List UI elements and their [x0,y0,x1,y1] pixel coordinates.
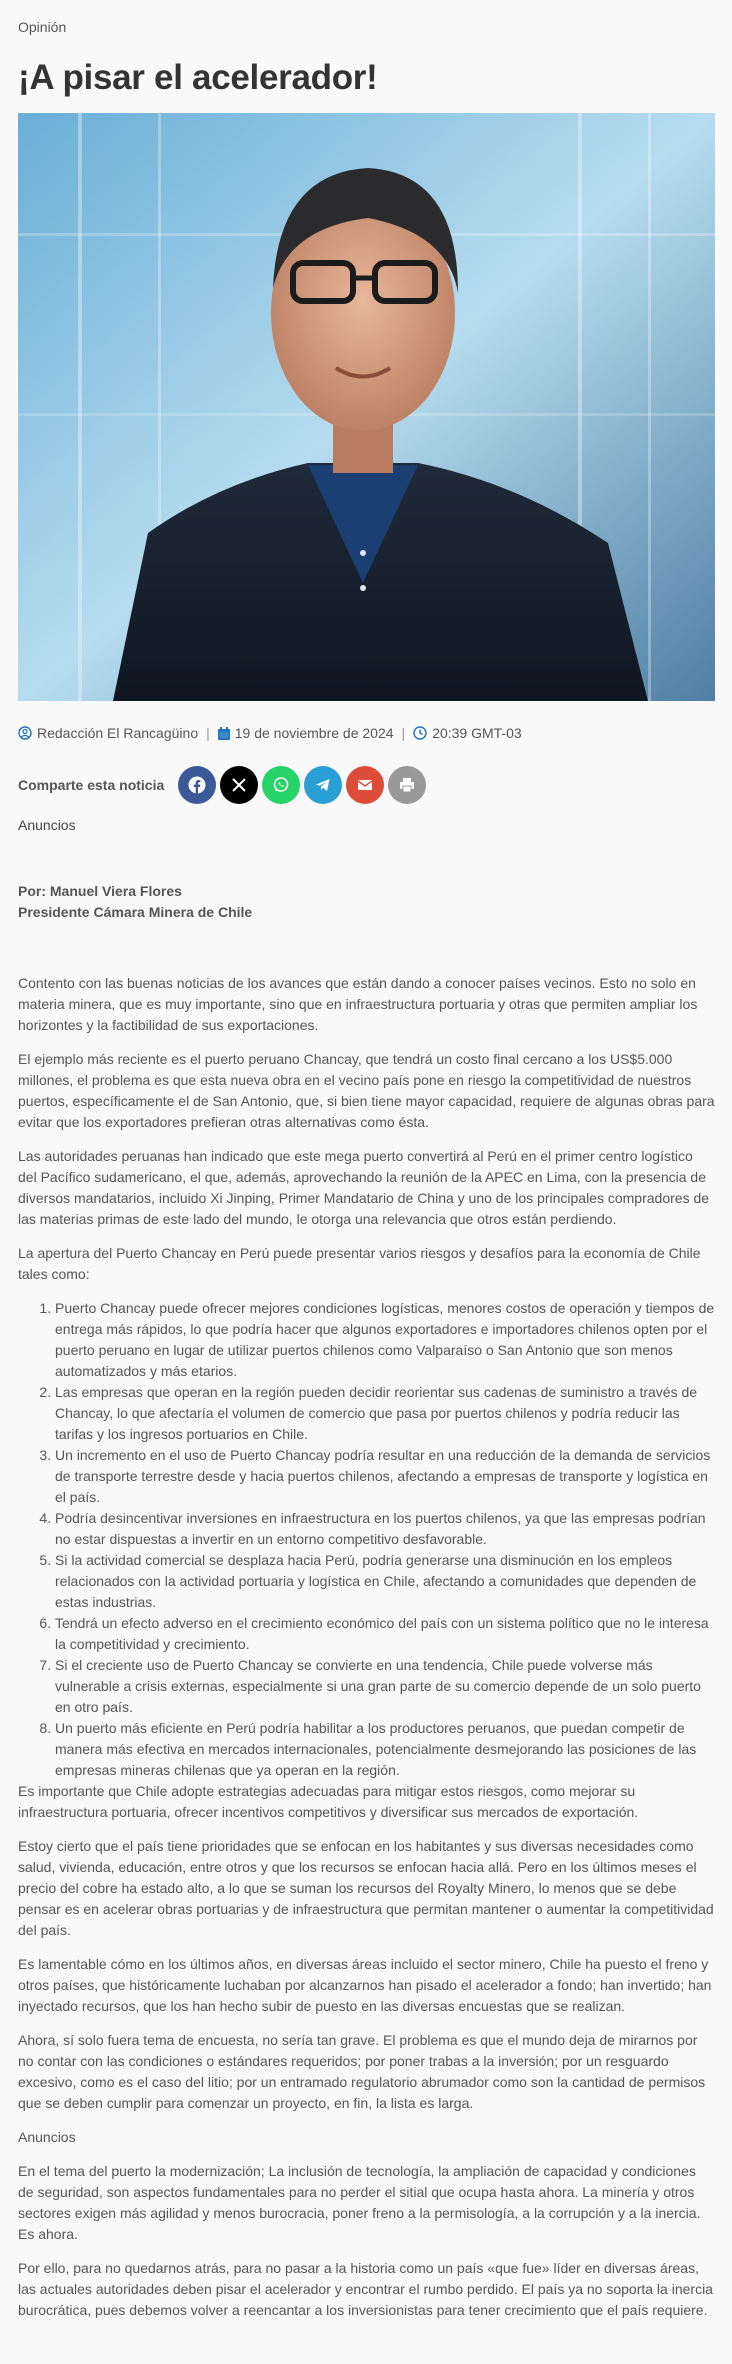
list-item: 1. Puerto Chancay puede ofrecer mejores condiciones logísticas, menores costos de operación y tiempos de entrega más rápidos, lo que podría hacer que algunos exportadores e importadores chilenos opten por el puerto peruano en lugar de utilizar puertos chilenos como Valparaíso o San Antonio que son menos automatizados y más etarios. [55,1298,715,1382]
clock-icon [413,726,427,740]
printer-icon [399,777,415,793]
paragraph: Es importante que Chile adopte estrategias adecuadas para mitigar estos riesgos, como mejorar su infraestructura portuaria, ofrecer incentivos competitivos y diversificar sus mercados de exportación. [18,1783,639,1820]
category-label[interactable]: Opinión [18,19,67,35]
list-item: 5. Si la actividad comercial se desplaza hacia Perú, podría generarse una disminución en los empleos relacionados con la actividad portuaria y logística en Chile, afectando a comunidades que dependen de estas industrias. [55,1550,715,1613]
paragraph: En el tema del puerto la modernización; La inclusión de tecnología, la ampliación de capacidad y condiciones de seguridad, son aspectos fundamentales para no perder el sitial que ocupa hasta ahora. La minería y otros sectores exigen más agilidad y menos burocracia, poner freno a la permisología, a la corrupción y a la inercia. Es ahora. [18,2163,701,2242]
paragraph: El ejemplo más reciente es el puerto peruano Chancay, que tendrá un costo final cercano a los US$5.000 millones, el problema es que esta nueva obra en el vecino país pone en riesgo la competitividad de nuestros puertos, específicamente el de San Antonio, que, si bien tiene mayor capacidad, requiere de algunas obras para evitar que los exportadores prefieran otras alternativas como ésta. [18,1051,715,1130]
facebook-icon [188,776,206,794]
paragraph: La apertura del Puerto Chancay en Perú puede presentar varios riesgos y desafíos para la economía de Chile tales como: [18,1245,701,1282]
ads-label: Anuncios [18,817,76,833]
list-item: 7. Si el creciente uso de Puerto Chancay se convierte en una tendencia, Chile puede volverse más vulnerable a crisis externas, especialmente si una gran parte de su comercio depende de un solo puerto en otro país. [55,1655,715,1718]
share-email-button[interactable] [346,766,384,804]
paragraph: Estoy cierto que el país tiene prioridades que se enfocan en los habitantes y sus diversas necesidades como salud, vivienda, educación, entre otros y que los recursos se enfocan hacia allá. Pero en los últimos meses el precio del cobre ha estado alto, a lo que se suman los recursos del Royalty Minero, lo menos que se debe pensar es en acelerar obras portuarias y de infraestructura que permitan mantener o aumentar la competitividad del país. [18,1838,714,1938]
share-whatsapp-button[interactable] [262,766,300,804]
share-facebook-button[interactable] [178,766,216,804]
risk-list [18,1298,715,1781]
publish-date: 19 de noviembre de 2024 [234,725,394,741]
paragraph: Contento con las buenas noticias de los avances que están dando a conocer países vecinos. Esto no solo en materia minera, que es muy importante, sino que en infraestructura portuaria y otras que permiten ampliar los horizontes y la factibilidad de sus exportaciones. [18,975,698,1033]
byline [18,881,715,923]
article-meta [18,723,715,743]
paragraph: Es lamentable cómo en los últimos años, en diversas áreas incluido el sector minero, Chile ha puesto el freno y otros países, que históricamente luchaban por alcanzarnos han pisado el acelerador a fondo; han invertido; han inyectado recursos, que los han hecho subir de puesto en las diversas encuestas que se realizan. [18,1956,712,2014]
byline-role: Presidente Cámara Minera de Chile [18,904,253,920]
article-body [18,973,715,2321]
whatsapp-icon [272,776,290,794]
envelope-icon [357,778,373,792]
calendar-icon [218,727,230,740]
meta-divider: | [206,725,210,741]
publish-time: 20:39 GMT-03 [432,725,522,741]
list-item: 8. Un puerto más eficiente en Perú podría habilitar a los productores peruanos, que puedan competir de manera más efectiva en mercados internacionales, potencialmente desmejorando las posiciones de las empresas mineras chilenas que ya operan en la región. [55,1718,715,1781]
author-link[interactable]: Redacción El Rancagüino [37,725,199,741]
share-telegram-button[interactable] [304,766,342,804]
share-x-button[interactable] [220,766,258,804]
paragraph: Ahora, sí solo fuera tema de encuesta, no sería tan grave. El problema es que el mundo deja de mirarnos por no contar con las condiciones o estándares requeridos; por poner trabas a la inversión; por un resguardo excesivo, como es el caso del litio; por un entramado regulatorio abrumador como son la cantidad de permisos que se deben cumplir para comenzar un proyecto, en fin, la lista es larga. [18,2032,706,2111]
meta-divider: | [401,725,406,741]
list-item: 2. Las empresas que operan en la región pueden decidir reorientar sus cadenas de suministro a través de Chancay, lo que afectaría el volumen de comercio que pasa por puertos chilenos y podría reducir las tarifas y los ingresos portuarios en Chile. [55,1382,715,1445]
page-title: ¡A pisar el acelerador! [18,58,378,97]
telegram-icon [314,776,332,794]
list-item: 6. Tendrá un efecto adverso en el crecimiento económico del país con un sistema político que no le interesa la competitividad y crecimiento. [55,1613,715,1655]
x-icon [231,777,247,793]
paragraph: Por ello, para no quedarnos atrás, para no pasar a la historia como un país «que fue» líder en diversas áreas, las actuales autoridades deben pisar el acelerador y encontrar el rumbo perdido. El país ya no soporta la inercia burocrática, pues debemos volver a reencantar a los inversionistas para tener crecimiento que el país requiere. [18,2260,713,2318]
print-button[interactable] [388,766,426,804]
list-item: 4. Podría desincentivar inversiones en infraestructura en los puertos chilenos, ya que las empresas podrían no estar dispuestas a invertir en un entorno competitivo desfavorable. [55,1508,715,1550]
author-portrait-photo-icon [18,113,715,701]
paragraph: Las autoridades peruanas han indicado que este mega puerto convertirá al Perú en el primer centro logístico del Pacífico sudamericano, el que, además, aprovechando la reunión de la APEC en Lima, con la presencia de diversos mandatarios, incluido Xi Jinping, Primer Mandatario de China y uno de los principales compradores de las materias primas de este lado del mundo, le otorga una relevancia que otros están perdiendo. [18,1148,710,1227]
ads-label: Anuncios [18,2129,76,2145]
user-icon [18,726,32,740]
hero-image [18,113,715,701]
list-item: 3. Un incremento en el uso de Puerto Chancay podría resultar en una reducción de la demanda de servicios de transporte terrestre desde y hacia puertos chilenos, afectando a empresas de transporte y logística en el país. [55,1445,715,1508]
share-bar [18,765,715,805]
byline-author: Por: Manuel Viera Flores [18,883,182,899]
share-label: Comparte esta noticia [18,777,165,793]
